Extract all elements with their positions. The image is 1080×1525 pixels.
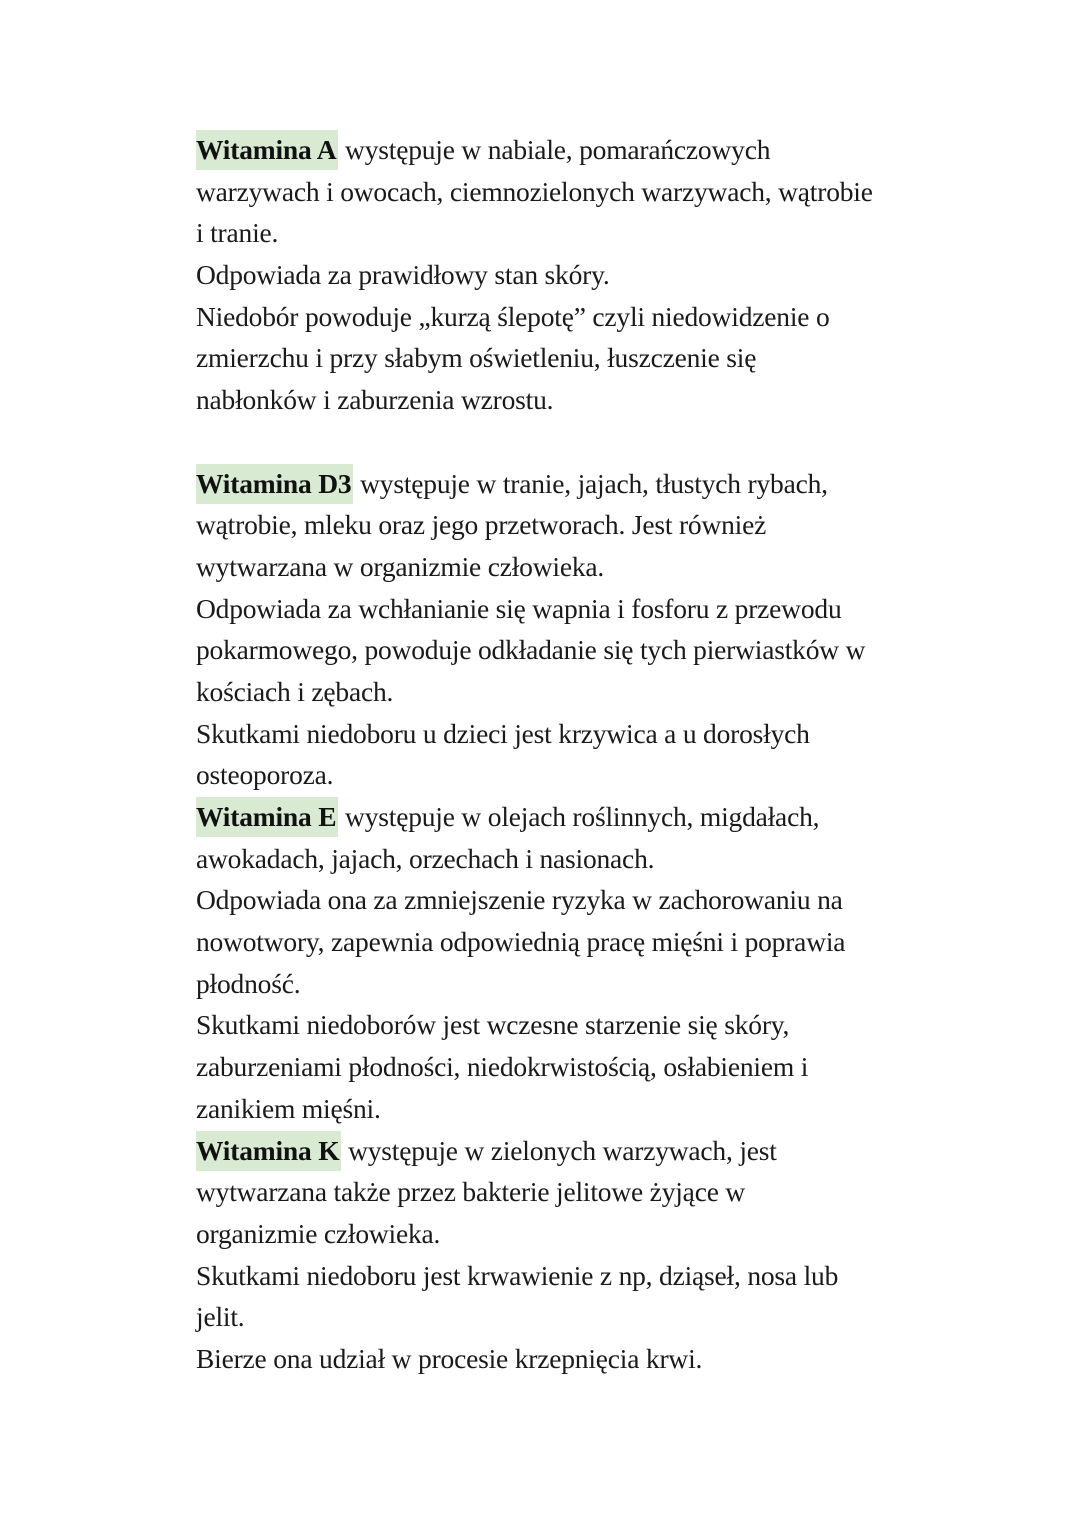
text-line: jelit. [196, 1301, 245, 1333]
text-fragment: występuje w olejach roślinnych, migdałach, [338, 801, 820, 832]
blank-line [196, 421, 956, 463]
text-line: Skutkami niedoboru jest krwawienie z np, dziąseł, nosa lub [196, 1259, 839, 1291]
vitamin-a-heading: Witamina A [196, 130, 338, 170]
text-line [196, 796, 956, 838]
text-line: zaburzeniami płodności, niedokrwistością, osłabieniem i [196, 1051, 809, 1083]
text-fragment: występuje w zielonych warzywach, jest [341, 1134, 777, 1166]
vitamin-e-heading: Witamina E [196, 797, 338, 837]
text-line: pokarmowego, powoduje odkładanie się tych pierwiastków w [196, 634, 866, 666]
text-line: Niedobór powoduje „kurzą ślepotę” czyli niedowidzenie o [196, 300, 830, 332]
text-fragment: występuje w tranie, jajach, tłustych rybach, [353, 467, 828, 499]
text-line: Odpowiada ona za zmniejszenie ryzyka w zachorowaniu na [196, 884, 843, 916]
text-line: wytwarzana także przez bakterie jelitowe żyjące w [196, 1176, 746, 1208]
text-line: Skutkami niedoborów jest wczesne starzenie się skóry, [196, 1009, 790, 1041]
text-line: zmierzchu i przy słabym oświetleniu, łuszczenie się [196, 342, 757, 374]
vitamin-d3-heading: Witamina D3 [196, 464, 353, 504]
text-line [196, 129, 956, 171]
text-line [196, 463, 956, 505]
text-line: wątrobie, mleku oraz jego przetworach. Jest również [196, 509, 767, 541]
text-line: Bierze ona udział w procesie krzepnięcia krwi. [196, 1342, 703, 1374]
section-vitamin-d3 [196, 463, 956, 797]
text-line: Odpowiada za prawidłowy stan skóry. [196, 259, 610, 291]
text-line: wytwarzana w organizmie człowieka. [196, 550, 605, 582]
vitamin-k-heading: Witamina K [196, 1131, 341, 1171]
section-vitamin-a [196, 129, 956, 421]
text-line: organizmie człowieka. [196, 1217, 441, 1249]
text-line: Skutkami niedoboru u dzieci jest krzywica a u dorosłych [196, 717, 810, 749]
text-line: osteoporoza. [196, 759, 334, 791]
text-line: płodność. [196, 967, 301, 999]
text-line: i tranie. [196, 217, 279, 249]
text-line [196, 1130, 956, 1172]
document-page [196, 129, 956, 1380]
section-vitamin-k [196, 1130, 956, 1380]
text-line: nabłonków i zaburzenia wzrostu. [196, 384, 554, 416]
text-line: kościach i zębach. [196, 675, 394, 707]
section-vitamin-e [196, 796, 956, 1130]
text-line: warzywach i owocach, ciemnozielonych warzywach, wątrobie [196, 175, 873, 207]
text-line: nowotwory, zapewnia odpowiednią pracę mięśni i poprawia [196, 926, 846, 958]
text-line: awokadach, jajach, orzechach i nasionach. [196, 842, 655, 874]
text-line: Odpowiada za wchłanianie się wapnia i fosforu z przewodu [196, 592, 842, 624]
text-line: zanikiem mięśni. [196, 1092, 381, 1124]
text-fragment: występuje w nabiale, pomarańczowych [338, 134, 771, 165]
